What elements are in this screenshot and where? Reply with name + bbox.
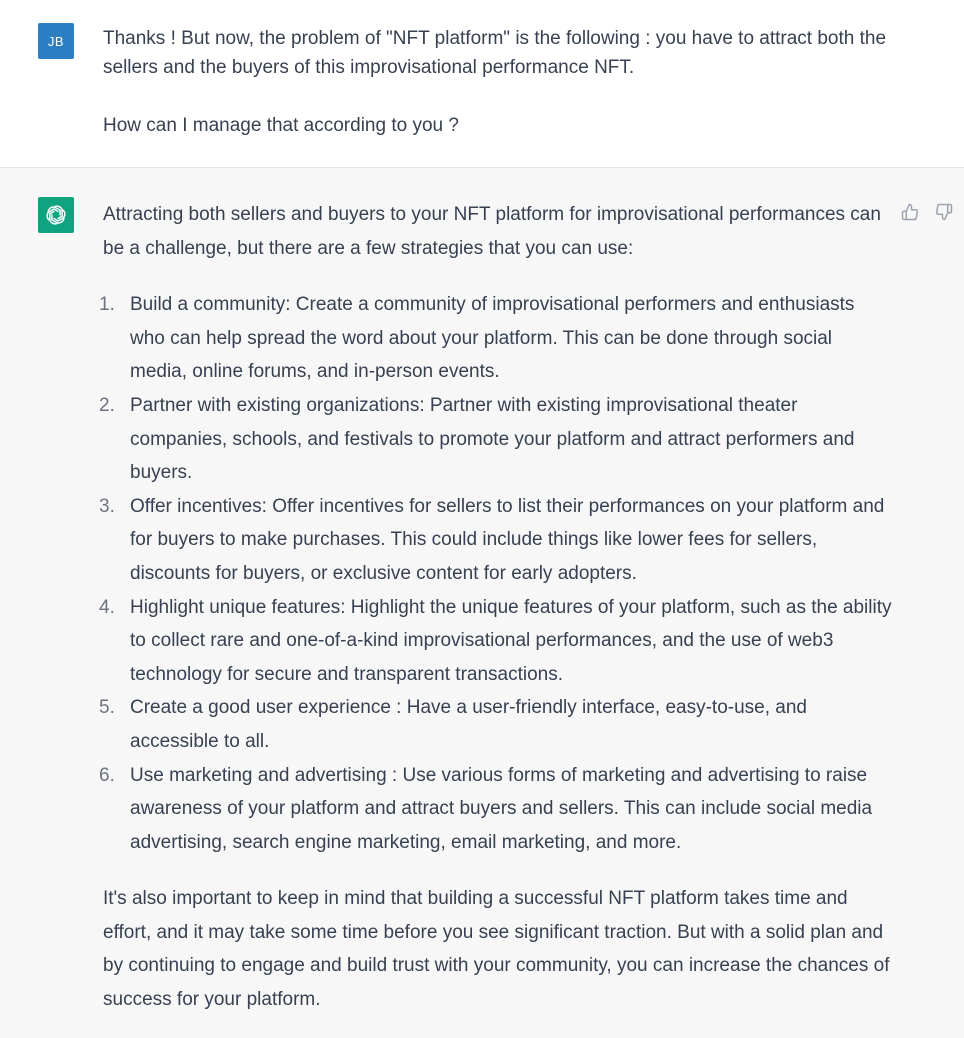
list-item xyxy=(99,691,893,758)
feedback-actions xyxy=(900,202,954,222)
list-item-text: Use marketing and advertising : Use various forms of marketing and advertising to raise awareness of your platform and attract buyers and sellers. This can include social media advertising, search engine marketing, email marketing, and more. xyxy=(130,764,873,853)
strategy-list xyxy=(99,288,893,859)
thumbs-up-button[interactable] xyxy=(900,202,920,222)
assistant-message-text xyxy=(99,198,893,1017)
list-number: 1. xyxy=(99,294,115,316)
user-message xyxy=(0,0,964,168)
list-number: 3. xyxy=(99,495,115,517)
thumbs-down-button[interactable] xyxy=(934,202,954,222)
list-item-text: Highlight unique features: Highlight the unique features of your platform, such as the ability to collect rare and one-of-a-kind improvisational performances, and the use of web3 technology for secure and transparent transactions. xyxy=(130,596,892,685)
user-paragraph: Thanks ! But now, the problem of "NFT platform" is the following : you have to attract both the sellers and the buyers of this improvisational performance NFT. xyxy=(103,28,887,78)
list-number: 5. xyxy=(99,697,115,719)
list-item-text: Create a good user experience : Have a user-friendly interface, easy-to-use, and accessible to all. xyxy=(130,697,807,752)
list-number: 2. xyxy=(99,394,115,416)
list-item xyxy=(99,591,893,692)
list-item xyxy=(99,389,893,490)
user-message-text xyxy=(103,24,893,140)
list-item xyxy=(99,288,893,389)
assistant-message xyxy=(0,168,964,1038)
assistant-intro: Attracting both sellers and buyers to your NFT platform for improvisational performances can be a challenge, but there are a few strategies that you can use: xyxy=(103,204,881,259)
assistant-conclusion: It's also important to keep in mind that building a successful NFT platform takes time and effort, and it may take some time before you see significant traction. But with a solid plan and by continuing to engage and build trust with your community, you can increase the chances of success for your platform. xyxy=(103,888,890,1011)
list-item-text: Build a community: Create a community of improvisational performers and enthusiasts who can help spread the word about your platform. This can be done through social media, online forums, and in-person events. xyxy=(130,294,855,383)
list-item xyxy=(99,759,893,860)
user-paragraph: How can I manage that according to you ? xyxy=(103,115,459,136)
thumbs-up-icon xyxy=(901,203,919,221)
user-avatar xyxy=(38,23,74,59)
assistant-avatar xyxy=(38,197,74,233)
thumbs-down-icon xyxy=(935,203,953,221)
list-item-text: Offer incentives: Offer incentives for sellers to list their performances on your platform and for buyers to make purchases. This could include things like lower fees for sellers, discounts for buyers, or exclusive content for early adopters. xyxy=(130,495,885,584)
openai-logo-icon xyxy=(44,203,68,227)
list-number: 4. xyxy=(99,596,115,618)
user-avatar-initials: JB xyxy=(47,33,65,49)
list-number: 6. xyxy=(99,764,115,786)
list-item-text: Partner with existing organizations: Partner with existing improvisational theater companies, schools, and festivals to promote your platform and attract performers and buyers. xyxy=(130,394,855,484)
list-item xyxy=(99,490,893,591)
